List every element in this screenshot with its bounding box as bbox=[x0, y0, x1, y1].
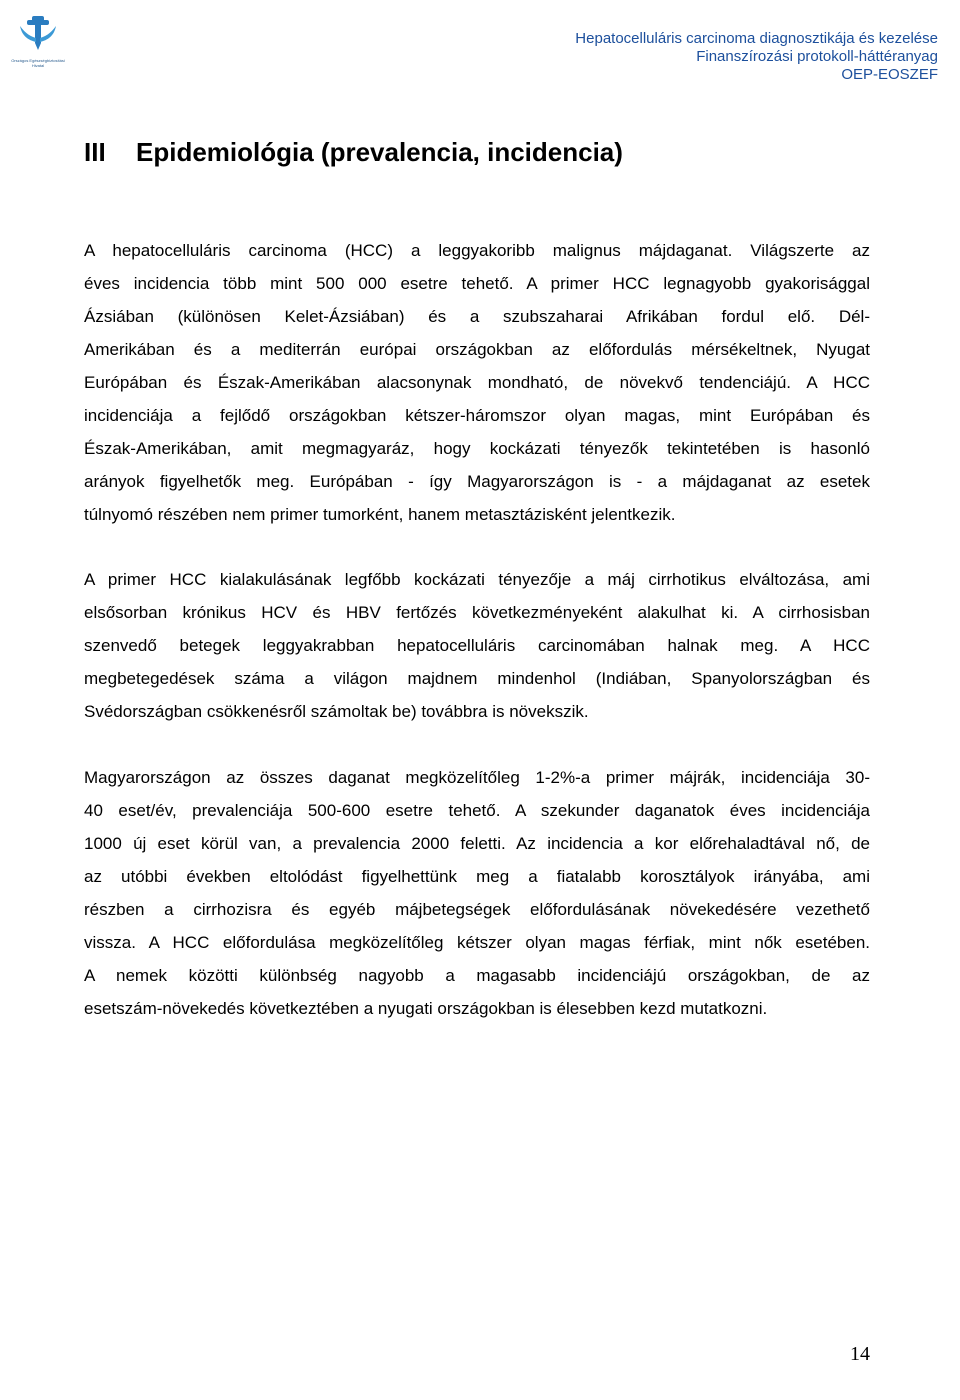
paragraph-3 bbox=[84, 761, 870, 1025]
text-line: A nemek közötti különbség nagyobb a magasabb incidenciájú országokban, de az bbox=[84, 966, 870, 985]
chapter-title: Epidemiológia (prevalencia, incidencia) bbox=[136, 137, 623, 167]
text-line: szenvedő betegek leggyakrabban hepatocelluláris carcinomában halnak meg. A HCC bbox=[84, 636, 870, 655]
logo-caption: Országos Egészségbiztosítási Hivatal bbox=[11, 58, 65, 68]
text-line: Észak-Amerikában, amit megmagyaráz, hogy kockázati tényezők tekintetében is hasonló bbox=[84, 439, 870, 458]
text-line: túlnyomó részében nem primer tumorként, hanem metasztázisként jelentkezik. bbox=[84, 505, 676, 524]
paragraph-2 bbox=[84, 563, 870, 728]
text-line: 40 eset/év, prevalenciája 500-600 esetre tehető. A szekunder daganatok éves incidenciája bbox=[84, 801, 870, 820]
paragraph-1 bbox=[84, 234, 870, 531]
text-line: Európában és Észak-Amerikában alacsonynak mondható, de növekvő tendenciájú. A HCC bbox=[84, 373, 870, 392]
text-line: vissza. A HCC előfordulása megközelítőleg kétszer olyan magas férfiak, mint nők esetében. bbox=[84, 933, 870, 952]
text-line: az utóbbi években eltolódást figyelhettünk meg a fiatalabb korosztályok irányába, ami bbox=[84, 867, 870, 886]
text-line: Magyarországon az összes daganat megközelítőleg 1-2%-a primer májrák, incidenciája 30- bbox=[84, 768, 870, 787]
text-line: megbetegedések száma a világon majdnem mindenhol (Indiában, Spanyolországban és bbox=[84, 669, 870, 688]
text-line: éves incidencia több mint 500 000 esetre tehető. A primer HCC legnagyobb gyakorisággal bbox=[84, 274, 870, 293]
page-number: 14 bbox=[850, 1343, 870, 1365]
header-subtitle: Finanszírozási protokoll-háttéranyag bbox=[696, 48, 938, 65]
text-line: esetszám-növekedés következtében a nyugati országokban is élesebben kezd mutatkozni. bbox=[84, 999, 768, 1018]
header-title: Hepatocelluláris carcinoma diagnosztikája és kezelése bbox=[575, 30, 938, 47]
text-line: Svédországban csökkenésről számoltak be) továbbra is növekszik. bbox=[84, 702, 589, 721]
logo-emblem bbox=[6, 14, 70, 58]
text-line: Amerikában és a mediterrán európai országokban az előfordulás mérsékeltnek, Nyugat bbox=[84, 340, 870, 359]
text-line: részben a cirrhozisra és egyéb májbetegségek előfordulásának növekedésére vezethető bbox=[84, 900, 870, 919]
text-line: Ázsiában (különösen Kelet-Ázsiában) és a szubszaharai Afrikában fordul elő. Dél- bbox=[84, 307, 870, 326]
oeeh-logo-icon bbox=[6, 14, 70, 76]
text-line: 1000 új eset körül van, a prevalencia 2000 feletti. Az incidencia a kor előrehaladtával nő, de bbox=[84, 834, 870, 853]
text-line: arányok figyelhetők meg. Európában - így Magyarországon is - a májdaganat az esetek bbox=[84, 472, 870, 491]
running-header bbox=[575, 30, 938, 84]
text-line: incidenciája a fejlődő országokban kétszer-háromszor olyan magas, mint Európában és bbox=[84, 406, 870, 425]
chapter-number: III bbox=[84, 137, 106, 167]
text-line: A hepatocelluláris carcinoma (HCC) a leggyakoribb malignus májdaganat. Világszerte az bbox=[84, 241, 870, 260]
text-line: A primer HCC kialakulásának legfőbb kockázati tényezője a máj cirrhotikus elváltozása, ami bbox=[84, 570, 870, 589]
text-line: elsősorban krónikus HCV és HBV fertőzés következményeként alakulhat ki. A cirrhosisban bbox=[84, 603, 870, 622]
header-organization: OEP-EOSZEF bbox=[841, 66, 938, 83]
chapter-heading bbox=[84, 137, 623, 167]
